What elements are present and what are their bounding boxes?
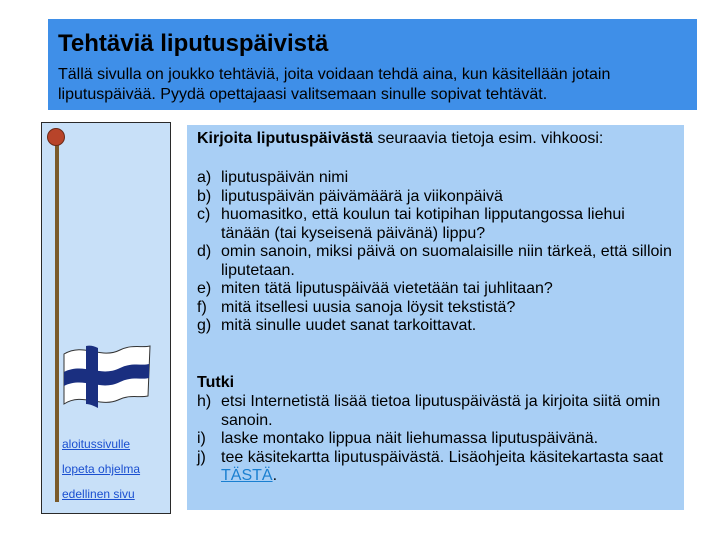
item-letter: b) [197,187,212,205]
link-previous-page[interactable]: edellinen sivu [62,487,135,501]
link-quit[interactable]: lopeta ohjelma [62,462,141,476]
flagpole-ball [47,128,65,146]
list-item [197,206,677,243]
item-text: huomasitko, että koulun tai kotipihan lipputangossa liehui tänään (tai kyseisenä päivänä) lippu? [221,206,625,242]
task-list [197,169,677,336]
list-item [197,317,677,336]
item-text: laske montako lippua näit liehumassa liputuspäivänä. [221,430,599,447]
list-item [197,299,677,318]
list-item [197,430,677,449]
item-text: liputuspäivän päivämäärä ja viikonpäivä [221,187,503,205]
list-item [197,393,677,430]
item-text: etsi Internetistä lisää tietoa liputuspäivästä ja kirjoita siitä omin sanoin. [221,393,661,429]
list-item [197,188,677,207]
header-banner [48,19,697,110]
item-text: omin sanoin, miksi päivä on suomalaisille niin tärkeä, että silloin liputetaan. [221,243,672,279]
item-letter: a) [197,169,212,186]
item-text: liputuspäivän nimi [221,169,349,186]
item-text-end: . [272,467,278,484]
flagpole [55,142,59,502]
item-text: mitä itsellesi uusia sanoja löysit tekstistä? [221,298,516,316]
item-letter: c) [197,206,211,223]
item-text: mitä sinulle uudet sanat tarkoittavat. [221,317,477,334]
item-letter: e) [197,280,212,297]
research-list [197,393,677,486]
item-text: miten tätä liputuspäivää vietetään tai juhlitaan? [221,280,553,297]
link-home[interactable]: aloitussivulle [62,437,131,451]
page-subtitle: Tällä sivulla on joukko tehtäviä, joita voidaan tehdä aina, kun käsitellään jotain liputuspäivää. Pyydä opettajaasi valitsemaan sinulle sopivat tehtävät. [58,66,611,103]
list-item [197,169,677,188]
item-letter: d) [197,243,212,260]
content-panel [187,125,684,510]
nav-links [62,432,172,507]
item-letter: i) [197,430,206,447]
item-letter: j) [197,448,206,466]
heading-bold: Kirjoita liputuspäivästä [197,130,374,147]
item-letter: g) [197,317,212,334]
item-letter: f) [197,298,207,316]
page-title: Tehtäviä liputuspäivistä [58,30,329,57]
item-letter: h) [197,393,212,410]
item-text [221,449,677,486]
concept-map-link[interactable]: TÄSTÄ [221,467,273,484]
research-heading: Tutki [197,374,235,391]
list-item [197,280,677,299]
item-text-main: tee käsitekartta liputuspäivästä. Lisäohjeita käsitekartasta saat [221,448,664,466]
list-item [197,243,677,280]
list-item [197,449,677,486]
heading-rest: seuraavia tietoja esim. vihkoosi: [373,130,604,147]
content-heading [197,129,603,149]
finnish-flag-icon [60,338,152,412]
